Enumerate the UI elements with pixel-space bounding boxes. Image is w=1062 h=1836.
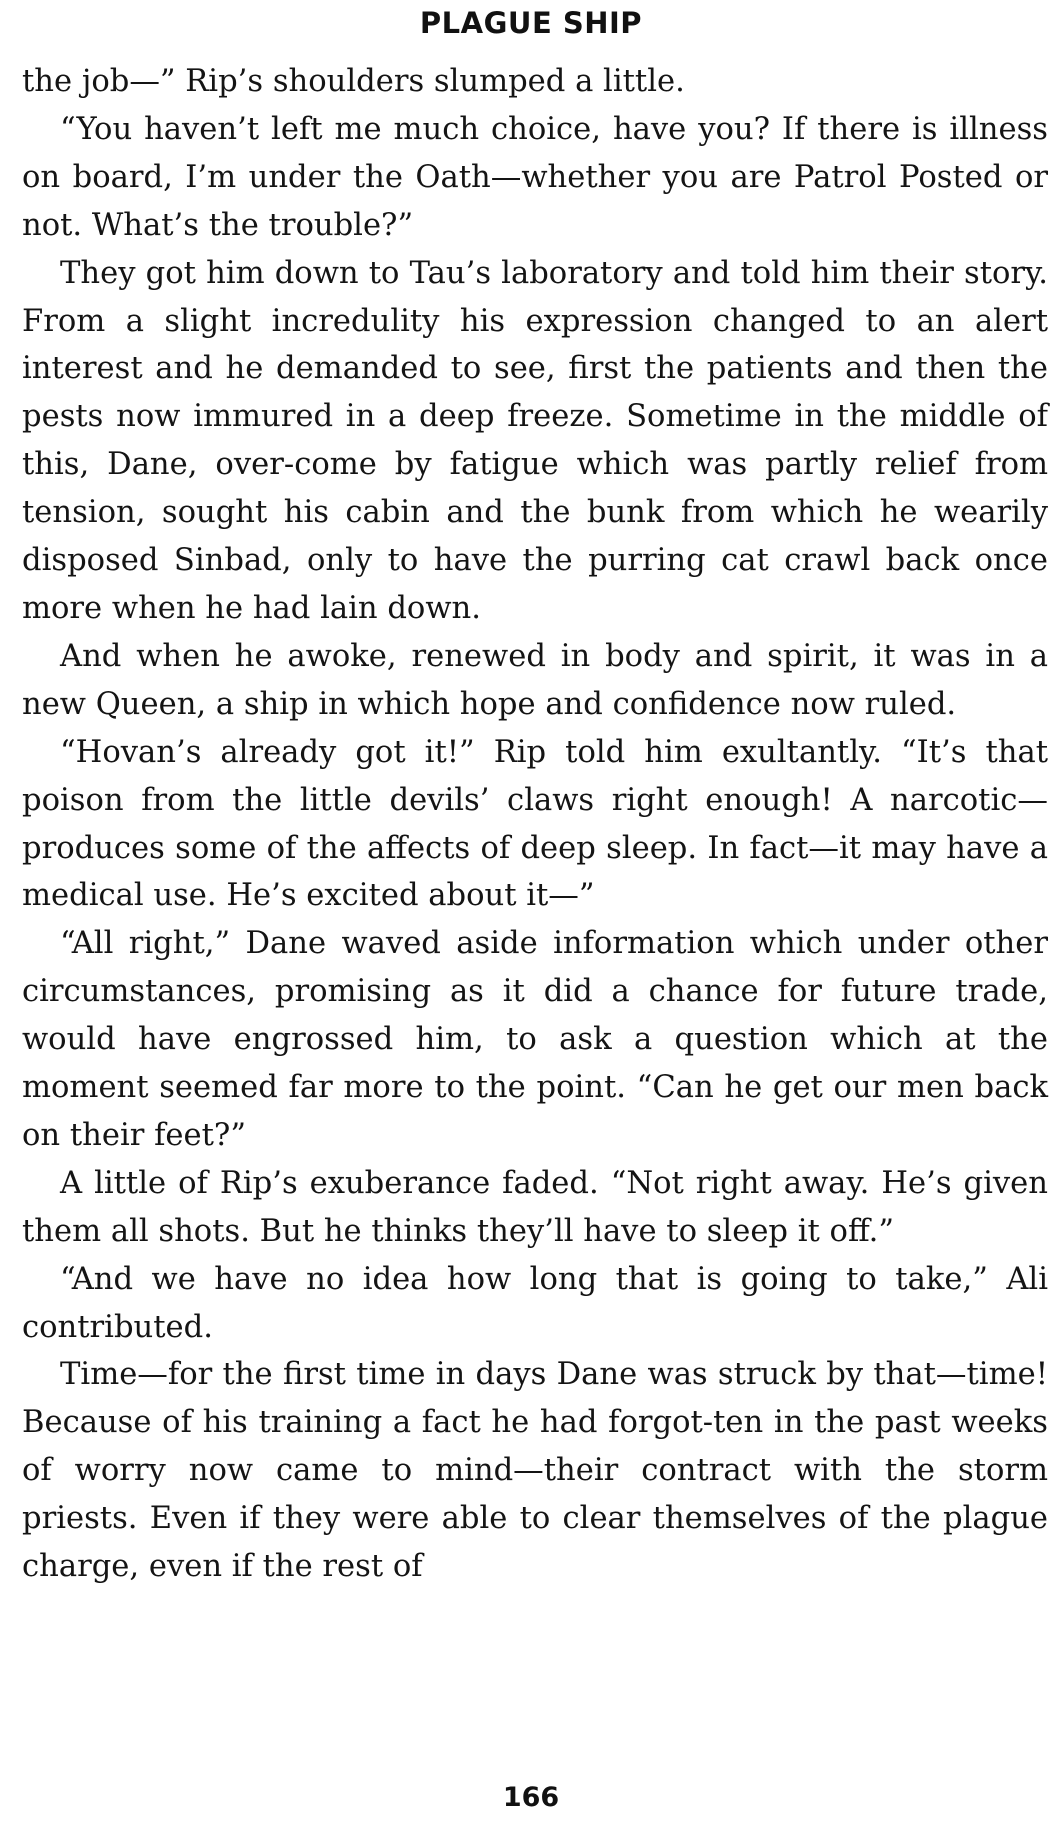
paragraph: They got him down to Tau’s laboratory and told him their story. From a slight incredulity his expression changed to an alert interest and he demanded to see, first the patients and then the pests now immured in a deep freeze. Sometime in the middle of this, Dane, over-come by fatigue which was partly relief from tension, sought his cabin and the bunk from which he wearily disposed Sinbad, only to have the purring cat crawl back once more when he had lain down. <box>22 255 1048 626</box>
paragraph: Time—for the first time in days Dane was struck by that—time! Because of his training a fact he had forgot-ten in the past weeks of worry now came to mind—their contract with the storm priests. Even if they were able to clear themselves of the plague charge, even if the rest of <box>22 1357 1048 1585</box>
paragraph-continued: the job—” Rip’s shoulders slumped a little. <box>22 64 685 99</box>
running-head-title: PLAGUE SHIP <box>419 6 643 40</box>
paragraph: A little of Rip’s exuberance faded. “Not right away. He’s given them all shots. But he thinks they’ll have to sleep it off.” <box>22 1165 1048 1249</box>
paragraph: And when he awoke, renewed in body and spirit, it was in a new Queen, a ship in which hope and confidence now ruled. <box>22 638 1048 722</box>
paragraph: “Hovan’s already got it!” Rip told him exultantly. “It’s that poison from the little devils’ claws right enough! A narcotic—produces some of the affects of deep sleep. In fact—it may have a medical use. He’s excited about it—” <box>22 734 1048 914</box>
page-number: 166 <box>502 1782 560 1813</box>
paragraph: “And we have no idea how long that is going to take,” Ali contributed. <box>22 1261 1048 1345</box>
paragraph: “All right,” Dane waved aside information which under other circumstances, promising as it did a chance for future trade, would have engrossed him, to ask a question which at the moment seemed far more to the point. “Can he get our men back on their feet?” <box>22 926 1048 1153</box>
paragraph: “You haven’t left me much choice, have you? If there is illness on board, I’m under the Oath—whether you are Patrol Posted or not. What’s the trouble?” <box>22 111 1048 243</box>
body-text <box>22 58 1048 1591</box>
